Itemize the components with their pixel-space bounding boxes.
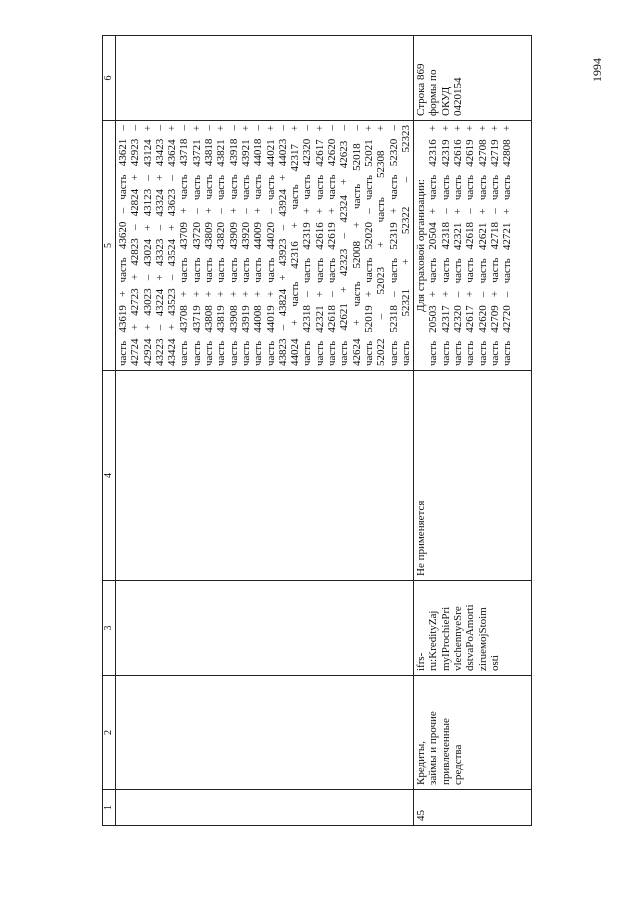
formula-line: часть 42709 + часть 42718 – часть 42719 + xyxy=(488,125,501,366)
cell-note: Не применяется xyxy=(414,371,532,581)
rotated-table-area xyxy=(102,36,532,826)
header-cell: 2 xyxy=(103,676,116,790)
tag-line: vlechennyeSre xyxy=(452,606,465,671)
name-line: займы и прочие xyxy=(427,711,440,785)
formula-line: часть 42720 – часть 42721 + часть 42808 + xyxy=(501,125,514,366)
formula-line: часть 44019 + часть 44020 – часть 44021 + xyxy=(264,125,277,366)
name-line: привлеченные xyxy=(439,718,452,785)
formula-line: 42724 + 42723 + 42823 – 42824 + 42923 – xyxy=(129,125,142,366)
formula-line: часть 42620 – часть 42621 + часть 42708 + xyxy=(476,125,489,366)
tag-line: ifrs- xyxy=(415,652,428,671)
formula-line: часть 42318 – часть 42319 + часть 42320 – xyxy=(301,125,314,366)
cell-tag xyxy=(116,581,414,676)
formula-heading: Для страховой организации: xyxy=(415,179,428,312)
formula-line: часть 42621 + 42323 – 42324 + 42623 – xyxy=(338,125,351,366)
formula-line: часть 42320 – часть 42321 + часть 42616 + xyxy=(452,125,465,366)
cell-note xyxy=(116,371,414,581)
cell-source xyxy=(414,36,532,121)
formula-line: часть 43919 + часть 43920 – часть 43921 + xyxy=(239,125,252,366)
header-row xyxy=(103,36,116,826)
source-line: Строка 869 xyxy=(415,63,428,116)
cell-tag xyxy=(414,581,532,676)
formula-line: часть 43708 + часть 43709 + часть 43718 – xyxy=(178,125,191,366)
tag-line: myIProchiePri xyxy=(439,606,452,671)
cell-source xyxy=(116,36,414,121)
formula-line: часть 43719 + часть 43720 – часть 43721 + xyxy=(190,125,203,366)
formula-line: часть 43808 + часть 43809 + часть 43818 – xyxy=(203,125,216,366)
header-cell: 6 xyxy=(103,36,116,121)
formula-line: 42624 + часть 52008 + часть 52018 – xyxy=(350,125,363,366)
formula-line: часть 42321 + часть 42616 + часть 42617 + xyxy=(313,125,326,366)
formula-line: часть 20503 + часть 20504 + часть 42316 + xyxy=(427,125,440,366)
formula-line: часть 42317 + часть 42318 – часть 42319 + xyxy=(439,125,452,366)
tag-line: zirueмojStoim xyxy=(476,607,489,671)
formula-line: часть 52019 + часть 52020 – часть 52021 + xyxy=(362,125,375,366)
table-row-45 xyxy=(414,36,532,826)
page-number-text: 1994 xyxy=(590,58,604,82)
name-line: средства xyxy=(452,744,465,785)
source-line: ОКУД xyxy=(439,86,452,116)
formula-line: 42924 + 43023 – 43024 + 43123 – 43124 + xyxy=(141,125,154,366)
cell-formula xyxy=(116,121,414,371)
header-cell: 4 xyxy=(103,371,116,581)
formula-line: часть 44008 + часть 44009 + часть 44018 – xyxy=(252,125,265,366)
header-cell: 3 xyxy=(103,581,116,676)
data-table xyxy=(102,35,532,826)
cell-number: 45 xyxy=(414,790,532,826)
formula-line: 43424 + 43523 – 43524 + 43623 – 43624 + xyxy=(166,125,179,366)
formula-line: 43823 – 43824 + 43923 – 43924 + 44023 – xyxy=(276,125,289,366)
formula-line: часть 42617 + часть 42618 – часть 42619 + xyxy=(464,125,477,366)
formula-line: 52022 – 52023 + часть 52308 + xyxy=(375,125,388,366)
name-line: Кредиты, xyxy=(415,740,428,785)
formula-line: часть 52318 – часть 52319 + часть 52320 – xyxy=(387,125,400,366)
formula-line: часть 43819 + часть 43820 – часть 43821 + xyxy=(215,125,228,366)
cell-name xyxy=(116,676,414,790)
formula-line: часть 42618 – часть 42619 + часть 42620 – xyxy=(326,125,339,366)
tag-line: osti xyxy=(488,655,501,671)
tag-line: ru:KredityZaj xyxy=(427,610,440,671)
formula-line: 43223 – 43224 + 43323 – 43324 + 43423 – xyxy=(153,125,166,366)
formula-line: 44024 + часть 42316 + часть 42317 + xyxy=(289,125,302,366)
formula-line: часть 43619 + часть 43620 – часть 43621 – xyxy=(117,125,129,366)
source-line: формы по xyxy=(427,69,440,116)
header-cell: 5 xyxy=(103,121,116,371)
cell-name xyxy=(414,676,532,790)
cell-number xyxy=(116,790,414,826)
table-row-continuation xyxy=(116,36,414,826)
tag-line: dstvaPoAmorti xyxy=(464,604,477,671)
cell-formula xyxy=(414,121,532,371)
source-line: 0420154 xyxy=(452,77,465,116)
page-number xyxy=(590,48,630,88)
formula-line: часть 52321 + 52322 – 52323 xyxy=(399,125,412,366)
header-cell: 1 xyxy=(103,790,116,826)
formula-line: часть 43908 + часть 43909 + часть 43918 – xyxy=(227,125,240,366)
